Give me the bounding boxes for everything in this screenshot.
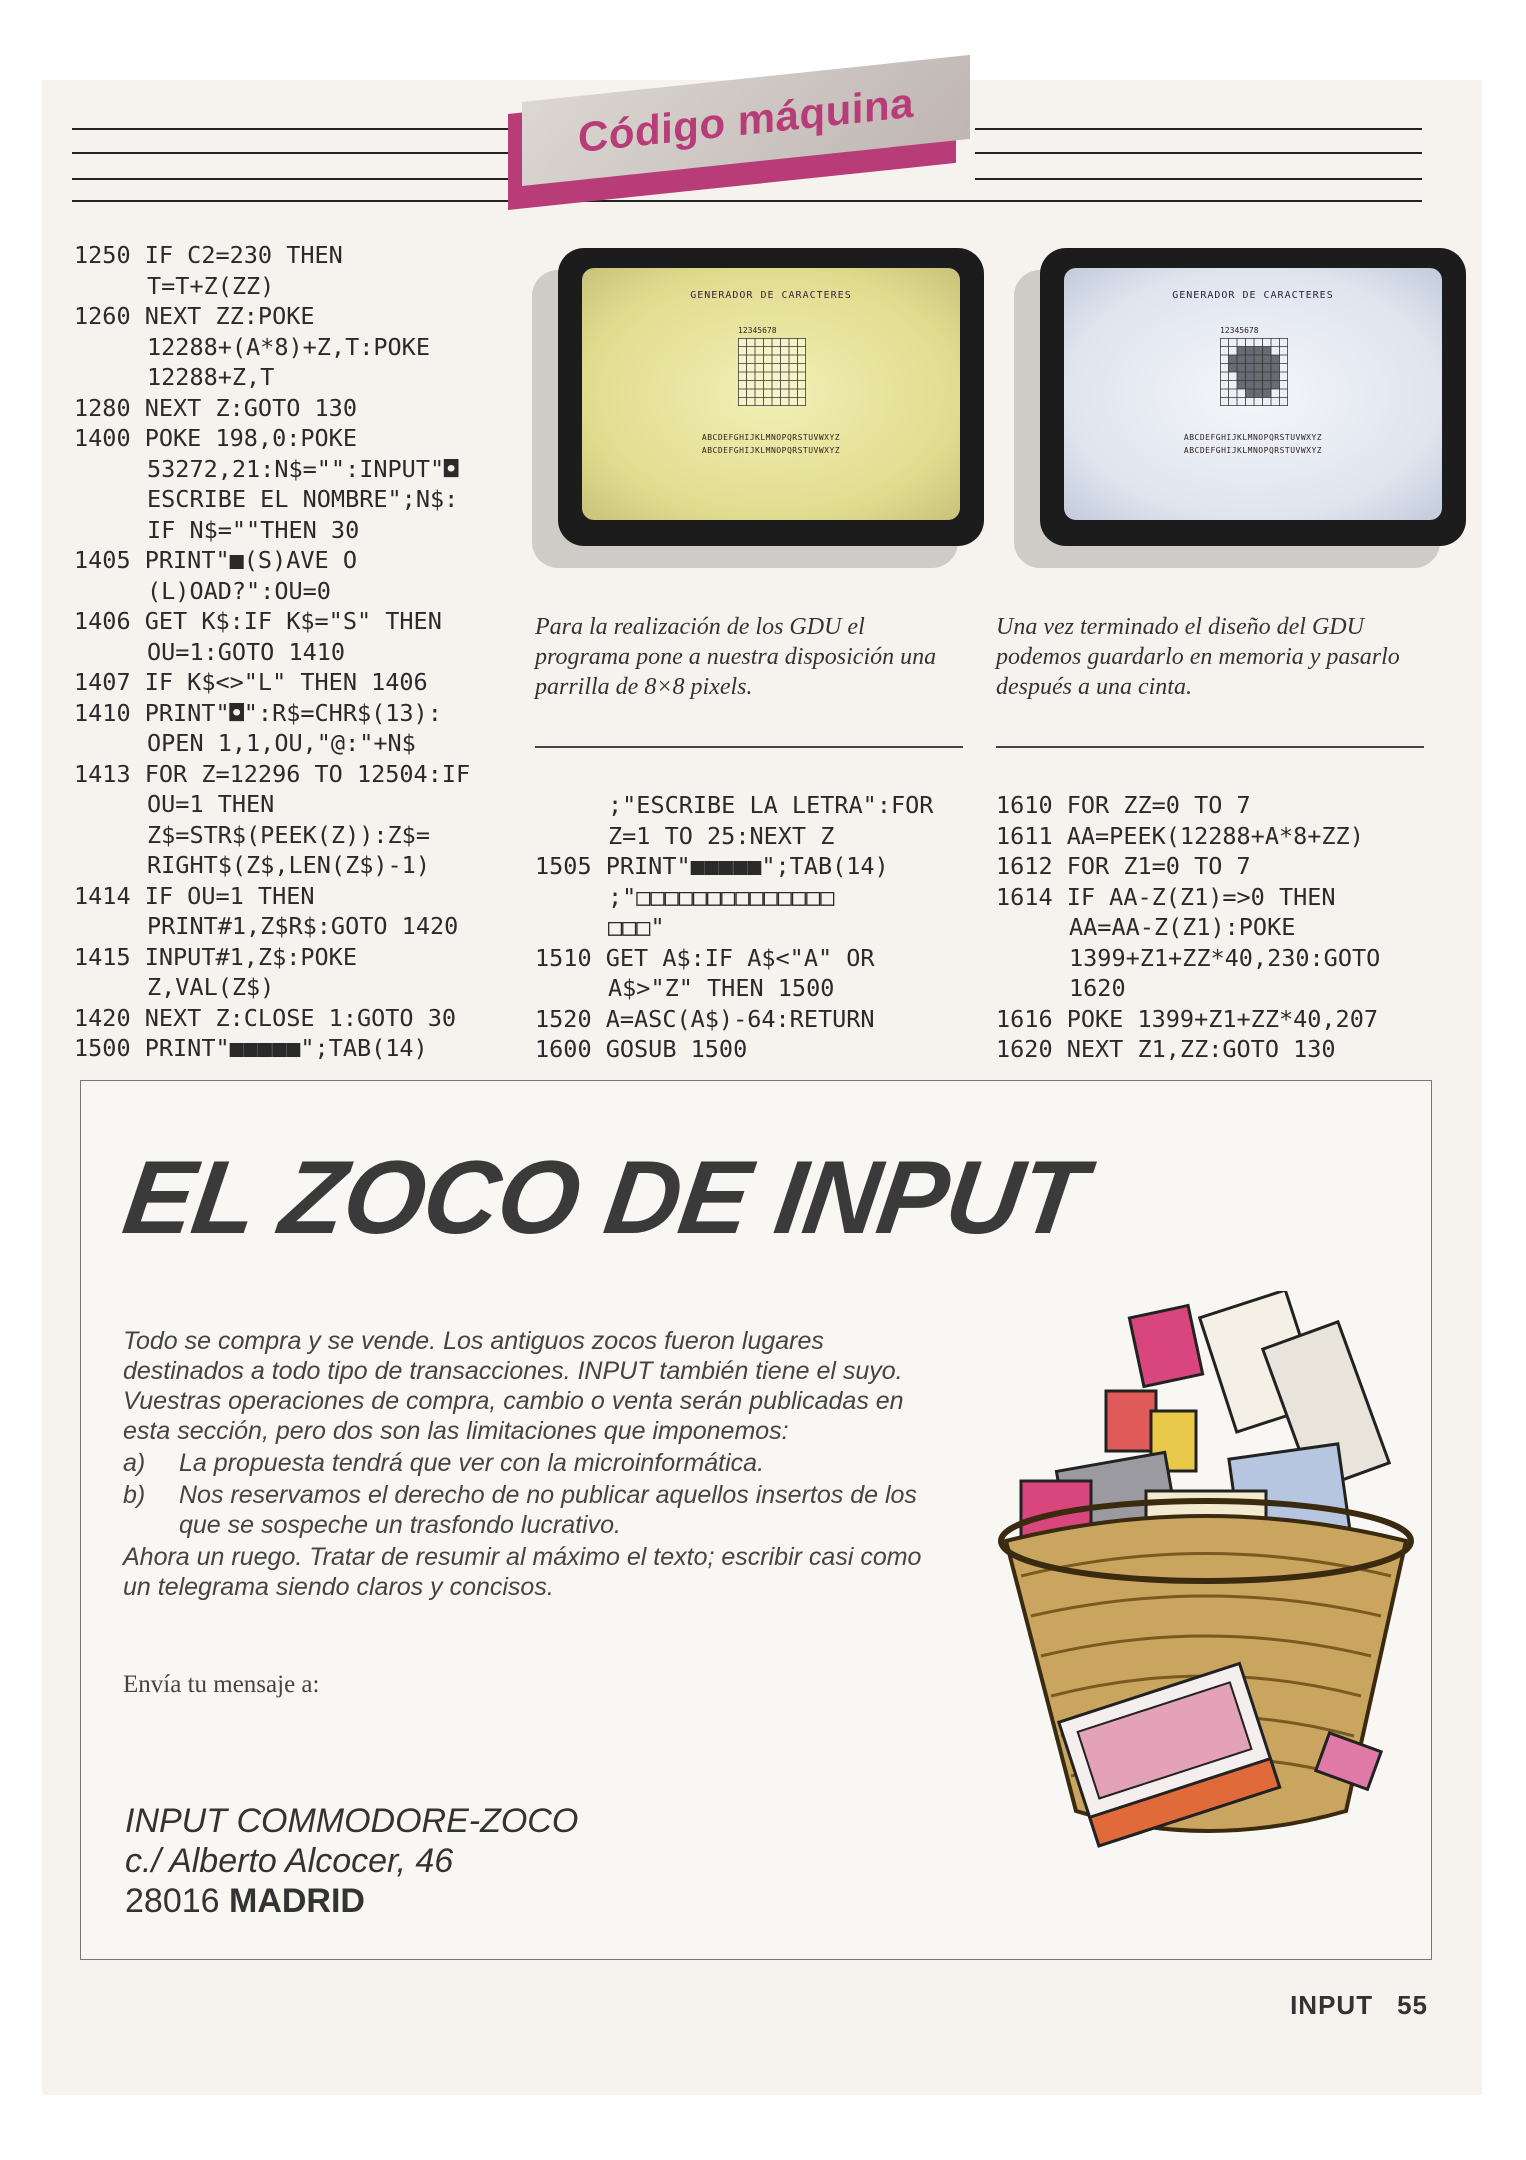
screen-left <box>582 268 960 520</box>
code-line: 1610 FOR ZZ=0 TO 7 <box>996 791 1251 819</box>
code-line: Z=1 TO 25:NEXT Z <box>608 821 835 850</box>
code-line: 1407 IF K$<>"L" THEN 1406 <box>74 668 428 696</box>
header-rule <box>975 178 1422 180</box>
code-line: 1600 GOSUB 1500 <box>535 1035 748 1063</box>
caption-left: Para la realización de los GDU el programa pone a nuestra disposición una parrilla de 8×8 pixels. <box>535 614 937 700</box>
code-line: 1616 POKE 1399+Z1+ZZ*40,207 <box>996 1004 1379 1033</box>
send-label: Envía tu mensaje a: <box>123 1671 320 1698</box>
pixel-grid <box>738 338 806 406</box>
zoco-box <box>80 1080 1432 1960</box>
zoco-closing: Ahora un ruego. Tratar de resumir al máximo el texto; escribir casi como un telegrama siendo claros y concisos. <box>123 1543 922 1601</box>
code-line: 1612 FOR Z1=0 TO 7 <box>996 852 1251 880</box>
screen-numbers: 12345678 <box>1220 326 1259 335</box>
code-line: (L)OAD?":OU=0 <box>147 576 331 605</box>
item-label: a) <box>123 1449 146 1477</box>
code-line: 1399+Z1+ZZ*40,230:GOTO <box>1069 943 1381 972</box>
code-line: 1500 PRINT"■■■■■";TAB(14) <box>74 1034 428 1062</box>
screen-alphabet: ABCDEFGHIJKLMNOPQRSTUVWXYZ <box>1183 446 1323 455</box>
code-listing-col1 <box>74 240 470 1064</box>
code-listing-col3 <box>996 790 1380 1065</box>
code-line: OU=1 THEN <box>147 790 275 818</box>
code-line: 1520 A=ASC(A$)-64:RETURN <box>535 1004 875 1033</box>
code-line: 53272,21:N$="":INPUT"◘ <box>147 454 459 483</box>
code-line: 1280 NEXT Z:GOTO 130 <box>74 393 357 422</box>
address-zip: 28016 <box>125 1882 220 1920</box>
code-line: IF N$=""THEN 30 <box>147 515 360 544</box>
code-line: 1260 NEXT ZZ:POKE <box>74 302 315 330</box>
caption-right: Una vez terminado el diseño del GDU podemos guardarlo en memoria y pasarlo después a una cinta. <box>996 614 1400 700</box>
basket-illustration <box>986 1291 1426 1871</box>
item-text: Nos reservamos el derecho de no publicar aquellos insertos de los que se sospeche un trasfondo lucrativo. <box>179 1481 917 1539</box>
code-line: OPEN 1,1,OU,"@:"+N$ <box>147 729 416 757</box>
page-footer <box>1266 1990 1428 2021</box>
code-line: 1250 IF C2=230 THEN <box>74 241 343 269</box>
screen-alphabet: ABCDEFGHIJKLMNOPQRSTUVWXYZ <box>701 446 841 455</box>
item-label: b) <box>123 1481 146 1509</box>
code-line: OU=1:GOTO 1410 <box>147 637 346 666</box>
code-line: Z$=STR$(PEEK(Z)):Z$= <box>147 820 430 849</box>
code-line: □□□" <box>608 913 665 941</box>
code-line: T=T+Z(ZZ) <box>147 271 275 300</box>
code-line: 1414 IF OU=1 THEN <box>74 881 315 910</box>
code-line: 1611 AA=PEEK(12288+A*8+ZZ) <box>996 821 1364 850</box>
code-listing-col2 <box>535 790 933 1065</box>
address-city: MADRID <box>229 1882 365 1920</box>
code-line: PRINT#1,Z$R$:GOTO 1420 <box>147 912 459 940</box>
screen-numbers: 12345678 <box>738 326 777 335</box>
code-line: 1614 IF AA-Z(Z1)=>0 THEN <box>996 882 1336 911</box>
header-rule <box>72 152 527 154</box>
code-line: 1410 PRINT"◘":R$=CHR$(13): <box>74 698 442 727</box>
item-text: La propuesta tendrá que ver con la microinformática. <box>179 1449 765 1477</box>
header-rule <box>975 128 1422 130</box>
section-banner <box>508 78 972 220</box>
zoco-body <box>123 1326 943 1604</box>
monitor-left <box>558 248 984 546</box>
code-line: 12288+Z,T <box>147 363 275 391</box>
address-block <box>125 1801 578 1921</box>
code-line: 1415 INPUT#1,Z$:POKE <box>74 942 357 971</box>
code-line: 1413 FOR Z=12296 TO 12504:IF <box>74 759 471 788</box>
caption-separator <box>996 746 1424 748</box>
header-rule <box>975 152 1422 154</box>
code-line: 1400 POKE 198,0:POKE <box>74 424 357 452</box>
screen-title: GENERADOR DE CARACTERES <box>1172 290 1334 301</box>
code-line: 1505 PRINT"■■■■■";TAB(14) <box>535 852 889 880</box>
page-number: 55 <box>1397 1990 1428 2020</box>
magazine-name: INPUT <box>1290 1990 1374 2020</box>
code-line: 1620 NEXT Z1,ZZ:GOTO 130 <box>996 1035 1336 1063</box>
code-line: ;"□□□□□□□□□□□□□□ <box>608 882 835 911</box>
monitor-right <box>1040 248 1466 546</box>
address-line2: c./ Alberto Alcocer, 46 <box>125 1842 454 1880</box>
screen-alphabet: ABCDEFGHIJKLMNOPQRSTUVWXYZ <box>701 433 841 442</box>
zoco-intro: Todo se compra y se vende. Los antiguos zocos fueron lugares destinados a todo tipo de transacciones. INPUT también tiene el suyo. Vuestras operaciones de compra, cambio o venta serán publicadas en esta sección, pero dos son las limitaciones que imponemos: <box>123 1327 904 1445</box>
code-line: AA=AA-Z(Z1):POKE <box>1069 913 1296 941</box>
header-rule <box>72 178 527 180</box>
zoco-title: EL ZOCO DE INPUT <box>116 1140 1092 1256</box>
code-line: ESCRIBE EL NOMBRE";N$: <box>147 485 459 513</box>
code-line: 1420 NEXT Z:CLOSE 1:GOTO 30 <box>74 1003 457 1032</box>
address-line1: INPUT COMMODORE-ZOCO <box>125 1802 579 1840</box>
code-line: RIGHT$(Z$,LEN(Z$)-1) <box>147 851 430 879</box>
section-title: Código máquina <box>578 78 914 162</box>
code-line: 1620 <box>1069 974 1126 1002</box>
screen-title: GENERADOR DE CARACTERES <box>690 290 852 301</box>
code-line: Z,VAL(Z$) <box>147 973 275 1001</box>
zoco-item-b <box>123 1480 943 1540</box>
code-line: 1406 GET K$:IF K$="S" THEN <box>74 607 442 635</box>
zoco-item-a <box>123 1448 943 1478</box>
code-line: A$>"Z" THEN 1500 <box>608 974 835 1002</box>
screen-right <box>1064 268 1442 520</box>
pixel-grid <box>1220 338 1288 406</box>
header-rule <box>72 128 527 130</box>
code-line: 1510 GET A$:IF A$<"A" OR <box>535 943 875 972</box>
code-line: ;"ESCRIBE LA LETRA":FOR <box>608 791 934 819</box>
code-line: 12288+(A*8)+Z,T:POKE <box>147 332 430 361</box>
screen-alphabet: ABCDEFGHIJKLMNOPQRSTUVWXYZ <box>1183 433 1323 442</box>
code-line: 1405 PRINT"■(S)AVE O <box>74 546 357 574</box>
caption-separator <box>535 746 963 748</box>
